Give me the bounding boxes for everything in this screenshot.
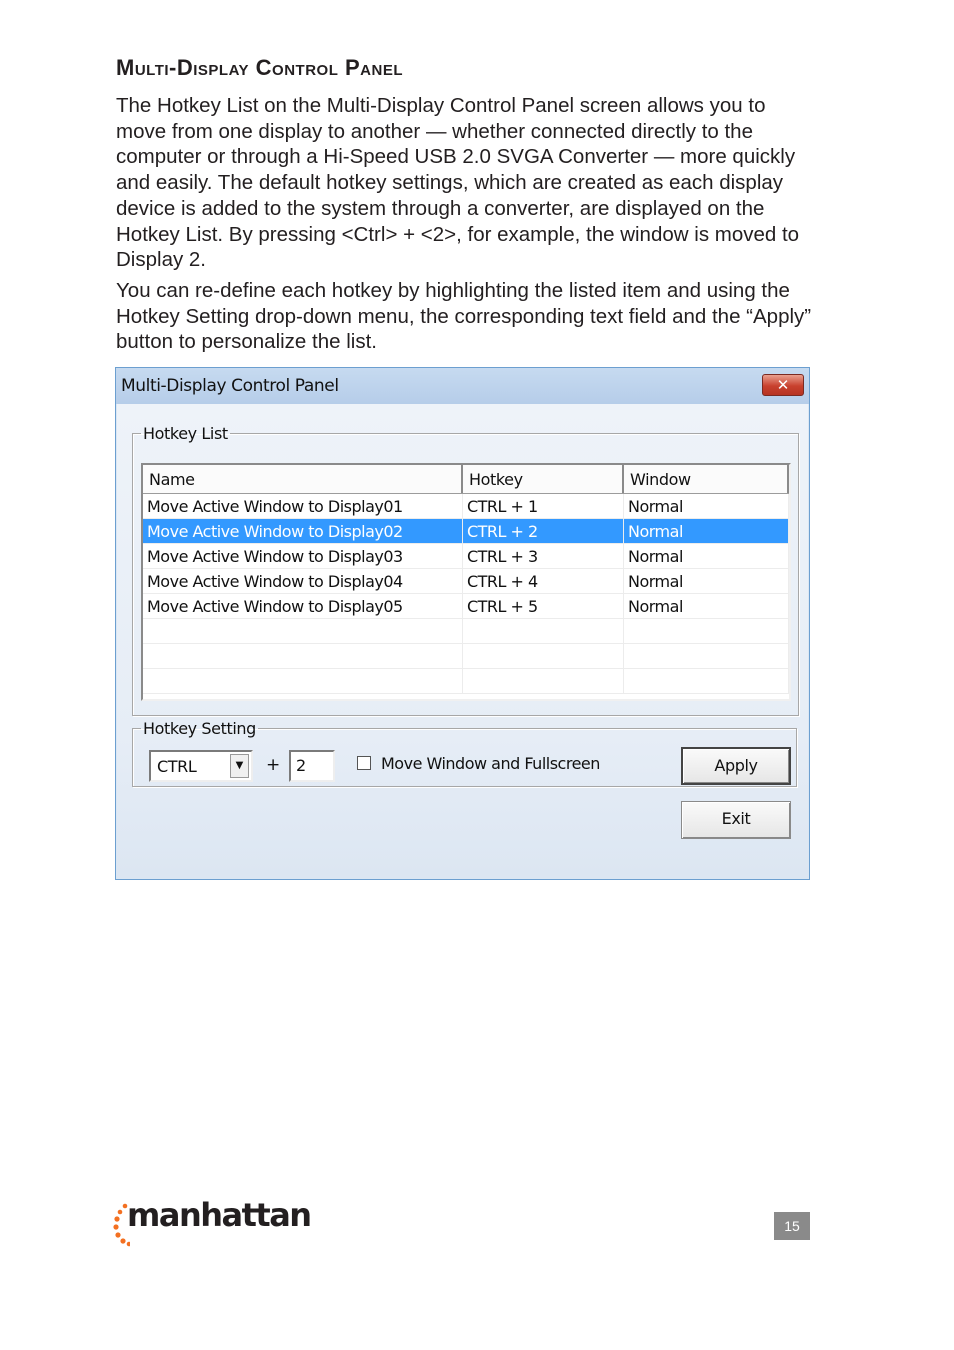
section-heading: Multi-Display Control Panel (116, 55, 403, 80)
dialog-title: Multi-Display Control Panel (121, 376, 339, 396)
table-row[interactable] (143, 494, 789, 519)
hotkey-setting-group (132, 719, 797, 787)
column-header-hotkey[interactable]: Hotkey (463, 465, 624, 493)
instructions-paragraph: You can re-define each hotkey by highlighting the listed item and using the Hotkey Setting drop-down menu, the corresponding text field and the “Apply” button to personalize the list. (116, 279, 812, 354)
fullscreen-checkbox-label[interactable]: Move Window and Fullscreen (381, 754, 600, 773)
table-row[interactable] (143, 544, 789, 569)
row-window: Normal (624, 544, 789, 568)
empty-row (143, 619, 789, 644)
row-name: Move Active Window to Display05 (143, 594, 463, 618)
exit-button[interactable]: Exit (681, 801, 791, 839)
apply-button[interactable]: Apply (681, 747, 791, 785)
close-icon: ✕ (776, 376, 790, 394)
manhattan-logo (112, 1196, 312, 1248)
page-number: 15 (774, 1212, 810, 1240)
row-hotkey: CTRL + 1 (463, 494, 624, 518)
hotkey-list-group (132, 424, 799, 716)
row-hotkey: CTRL + 2 (463, 519, 624, 543)
chevron-down-icon[interactable]: ▼ (230, 754, 249, 778)
title-bar[interactable] (116, 368, 809, 404)
list-header (143, 465, 789, 494)
row-name: Move Active Window to Display04 (143, 569, 463, 593)
hotkey-list-view[interactable] (141, 463, 791, 701)
hotkey-list-legend: Hotkey List (143, 424, 228, 443)
row-hotkey: CTRL + 4 (463, 569, 624, 593)
empty-row (143, 669, 789, 694)
column-header-name[interactable]: Name (143, 465, 463, 493)
table-row-selected[interactable] (143, 519, 789, 544)
row-hotkey: CTRL + 3 (463, 544, 624, 568)
row-window: Normal (624, 494, 789, 518)
row-hotkey: CTRL + 5 (463, 594, 624, 618)
key-input[interactable]: 2 (289, 750, 335, 782)
row-window: Normal (624, 569, 789, 593)
multi-display-dialog (115, 367, 810, 880)
fullscreen-checkbox[interactable] (357, 756, 371, 770)
table-row[interactable] (143, 569, 789, 594)
column-header-window[interactable]: Window (624, 465, 789, 493)
empty-row (143, 644, 789, 669)
close-button[interactable] (762, 374, 804, 396)
table-row[interactable] (143, 594, 789, 619)
logo-wordmark: manhattan (127, 1196, 311, 1234)
hotkey-setting-legend: Hotkey Setting (143, 719, 256, 738)
row-window: Normal (624, 594, 789, 618)
intro-paragraph: The Hotkey List on the Multi-Display Control Panel screen allows you to move from one display to another — whether connected directly to the computer or through a Hi-Speed USB 2.0 SVGA Converter — more quickly and easily. The default hotkey settings, which are created as each display device is added to the system through a converter, are displayed on the Hotkey List. By pressing <Ctrl> + <2>, for example, the window is moved to Display 2. (116, 94, 800, 272)
row-name: Move Active Window to Display02 (143, 519, 463, 543)
row-window: Normal (624, 519, 789, 543)
modifier-value: CTRL (157, 757, 197, 776)
dialog-client-area (117, 404, 808, 878)
row-name: Move Active Window to Display03 (143, 544, 463, 568)
modifier-dropdown[interactable] (149, 750, 253, 782)
plus-label: + (266, 755, 281, 775)
row-name: Move Active Window to Display01 (143, 494, 463, 518)
